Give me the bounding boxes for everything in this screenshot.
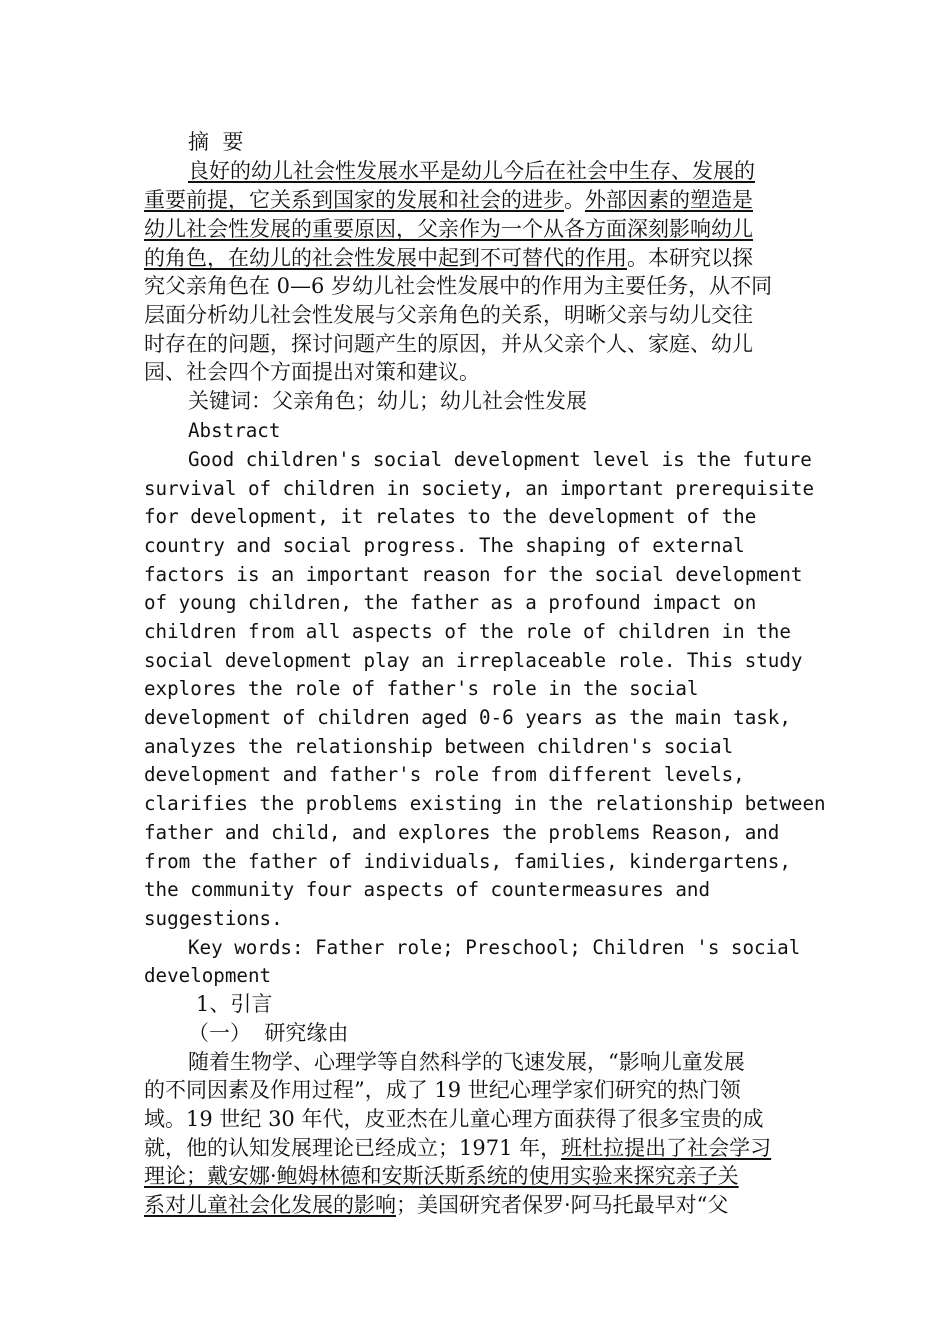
abstract-cn-line [144, 215, 753, 244]
underlined-text: 幼儿社会性发展的重要原因，父亲作为一个从各方面深刻影响幼儿 [144, 217, 753, 241]
underlined-text: 良好的幼儿社会性发展水平是幼儿今后在社会中生存、发展的 [188, 159, 755, 183]
abstract-cn-line: 时存在的问题，探讨问题产生的原因，并从父亲个人、家庭、幼儿 [144, 332, 753, 356]
body-line: 的不同因素及作用过程”，成了 19 世纪心理学家们研究的热门领 [144, 1078, 741, 1102]
abstract-cn-heading: 摘 要 [188, 130, 244, 154]
body-line [144, 1162, 739, 1191]
abstract-en-line: children from all aspects of the role of children in the [144, 620, 791, 643]
abstract-en-line: for development, it relates to the development of the [144, 505, 757, 528]
underlined-text: 外部因素的塑造是 [585, 188, 753, 212]
abstract-en-line: suggestions. [144, 907, 283, 930]
body-line [144, 1134, 771, 1163]
keywords-en-continued: development [144, 964, 272, 987]
abstract-en-line: clarifies the problems existing in the relationship between [144, 792, 826, 815]
underlined-text: 系对儿童社会化发展的影响 [144, 1193, 396, 1217]
text-span: ；美国研究者保罗·阿马托最早对“父 [396, 1193, 729, 1217]
abstract-en-line: survival of children in society, an important prerequisite [144, 477, 815, 500]
abstract-cn-line [144, 186, 753, 215]
abstract-en-line: of young children, the father as a profound impact on [144, 591, 757, 614]
underlined-text: 重要前提，它关系到国家的发展和社会的进步 [144, 188, 564, 212]
abstract-en-line: Good children's social development level is the future [188, 448, 812, 471]
abstract-cn-line: 层面分析幼儿社会性发展与父亲角色的关系，明晰父亲与幼儿交往 [144, 303, 753, 327]
abstract-en-line: from the father of individuals, families, kindergartens, [144, 850, 791, 873]
underlined-text: 班杜拉提出了社会学习 [561, 1136, 772, 1160]
abstract-en-line: analyzes the relationship between children's social [144, 735, 734, 758]
text-span: 。 [564, 188, 585, 212]
subsection-heading: （一） 研究缘由 [188, 1021, 349, 1045]
abstract-en-line: country and social progress. The shaping of external [144, 534, 745, 557]
keywords-en: Key words: Father role; Preschool; Children 's social [188, 936, 801, 959]
abstract-en-line: father and child, and explores the problems Reason, and [144, 821, 780, 844]
abstract-en-line: factors is an important reason for the social development [144, 563, 803, 586]
keywords-cn: 关键词：父亲角色；幼儿；幼儿社会性发展 [188, 389, 587, 413]
underlined-text: 的角色，在幼儿的社会性发展中起到不可替代的作用 [144, 246, 627, 270]
text-span: 。本研究以探 [627, 246, 753, 270]
underlined-text: 理论；戴安娜·鲍姆林德和安斯沃斯系统的使用实验来探究亲子关 [144, 1164, 739, 1188]
body-line: 域。19 世纪 30 年代，皮亚杰在儿童心理方面获得了很多宝贵的成 [144, 1107, 764, 1131]
section-heading: 1、引言 [196, 992, 273, 1016]
text-span: 就，他的认知发展理论已经成立；1971 年， [144, 1136, 562, 1160]
abstract-cn-line: 究父亲角色在 0—6 岁幼儿社会性发展中的作用为主要任务，从不同 [144, 274, 773, 298]
abstract-en-line: development and father's role from different levels, [144, 763, 745, 786]
abstract-cn-line: 园、社会四个方面提出对策和建议。 [144, 360, 480, 384]
abstract-en-heading: Abstract [188, 419, 281, 442]
body-line [144, 1191, 728, 1220]
abstract-en-line: social development play an irreplaceable role. This study [144, 649, 803, 672]
abstract-cn-line [188, 157, 755, 186]
abstract-en-line: explores the role of father's role in the social [144, 677, 699, 700]
abstract-cn-line [144, 244, 753, 273]
abstract-en-line: development of children aged 0-6 years as the main task, [144, 706, 791, 729]
abstract-en-line: the community four aspects of countermeasures and [144, 878, 711, 901]
body-line: 随着生物学、心理学等自然科学的飞速发展，“影响儿童发展 [188, 1050, 745, 1074]
